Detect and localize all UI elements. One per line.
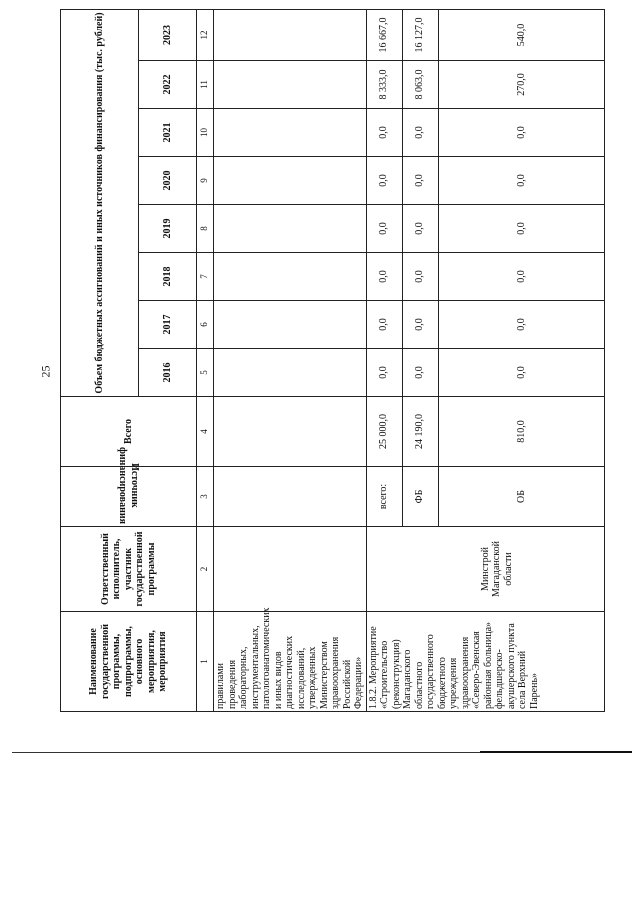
- column-number: 4: [197, 397, 214, 467]
- column-number: 9: [197, 157, 214, 205]
- value-cell: 16 127,0: [402, 9, 438, 60]
- value-cell: 540,0: [438, 9, 605, 60]
- source-cell: всего:: [366, 467, 402, 527]
- measure-executor: Минстрой Магаданской области: [366, 527, 605, 612]
- total-cell: 810,0: [438, 397, 605, 467]
- source-cell: ФБ: [402, 467, 438, 527]
- column-number: 2: [197, 527, 214, 612]
- header-year: 2020: [139, 157, 197, 205]
- value-cell: 16 667,0: [366, 9, 402, 60]
- value-cell: 0,0: [366, 205, 402, 253]
- value-cell: 8 063,0: [402, 61, 438, 109]
- value-cell: 0,0: [366, 253, 402, 301]
- scan-edge-line-thick: [480, 751, 632, 753]
- page-number: 25: [38, 365, 53, 378]
- value-cell: 270,0: [438, 61, 605, 109]
- value-cell: 0,0: [366, 349, 402, 397]
- value-cell: 0,0: [402, 301, 438, 349]
- value-cell: 0,0: [366, 157, 402, 205]
- header-year: 2022: [139, 61, 197, 109]
- header-year: 2016: [139, 349, 197, 397]
- column-number: 7: [197, 253, 214, 301]
- value-cell: 0,0: [438, 253, 605, 301]
- column-number: 3: [197, 467, 214, 527]
- total-cell: 24 190,0: [402, 397, 438, 467]
- value-cell: 0,0: [402, 157, 438, 205]
- header-source: [61, 446, 197, 527]
- value-cell: 0,0: [438, 301, 605, 349]
- value-cell: 8 333,0: [366, 61, 402, 109]
- value-cell: 0,0: [438, 157, 605, 205]
- value-cell: 0,0: [402, 109, 438, 157]
- source-cell: ОБ: [438, 467, 605, 527]
- column-number: 5: [197, 349, 214, 397]
- value-cell: 0,0: [402, 253, 438, 301]
- value-cell: 0,0: [438, 205, 605, 253]
- header-year: 2018: [139, 253, 197, 301]
- continuation-text: правилами проведения лабораторных, инструментальных, патологоанатомических и иных видов диагностических исследований, утвержденных Министерством здравоохранения Российской Федерации»: [214, 612, 367, 712]
- header-year: 2021: [139, 109, 197, 157]
- value-cell: 0,0: [366, 301, 402, 349]
- header-year: 2023: [139, 9, 197, 60]
- column-number: 11: [197, 61, 214, 109]
- value-cell: 0,0: [402, 349, 438, 397]
- total-cell: 25 000,0: [366, 397, 402, 467]
- value-cell: 0,0: [438, 349, 605, 397]
- column-number: 1: [197, 612, 214, 712]
- value-cell: 0,0: [366, 109, 402, 157]
- header-year: 2019: [139, 205, 197, 253]
- header-funding-group: Объем бюджетных ассигнований и иных источников финансирования (тыс. рублей): [61, 9, 139, 396]
- measure-name: 1.8.2. Мероприятие «Строительство (реконструкция) Магаданского областного государственного бюджетного учреждения здравоохранения «Северо-Эвенская районная больница» фельдшерско-акушерского пункта села Верхний Парень»: [366, 612, 605, 712]
- rotated-page: [60, 12, 605, 712]
- column-number: 6: [197, 301, 214, 349]
- column-number: 8: [197, 205, 214, 253]
- header-executor: Ответственный исполнитель, участник государственной программы: [61, 527, 197, 612]
- funding-table: [60, 9, 605, 712]
- column-number: 10: [197, 109, 214, 157]
- header-total: Всего: [61, 397, 197, 467]
- column-number: 12: [197, 9, 214, 60]
- header-program-name: Наименование государственной программы, подпрограммы, основного мероприятия, мероприятия: [61, 612, 197, 712]
- header-year: 2017: [139, 301, 197, 349]
- funding-table-wrapper: [60, 12, 605, 712]
- header-source-text: Источник финансирования: [117, 446, 140, 525]
- value-cell: 0,0: [438, 109, 605, 157]
- value-cell: 0,0: [402, 205, 438, 253]
